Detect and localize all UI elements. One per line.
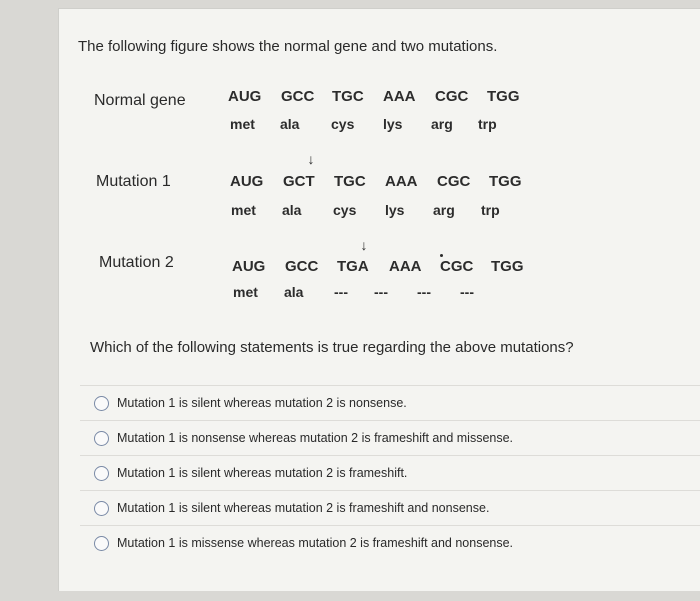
row-label-normal: Normal gene <box>94 92 186 109</box>
amino-acid: met <box>233 284 258 300</box>
codon: TGG <box>487 88 520 105</box>
codon: AUG <box>232 258 266 275</box>
codon: AUG <box>228 88 262 105</box>
answer-option-label: Mutation 1 is silent whereas mutation 2 is nonsense. <box>117 396 407 410</box>
amino-acid: ala <box>282 202 302 218</box>
amino-acid: cys <box>333 202 357 218</box>
codon: AUG <box>230 173 264 190</box>
mutation-arrow: ↓ <box>360 237 368 253</box>
amino-acid: ala <box>284 284 304 300</box>
amino-acid: trp <box>478 116 497 132</box>
amino-acid: lys <box>385 202 405 218</box>
codon: GCC <box>285 258 319 275</box>
insertion-dot <box>440 254 443 257</box>
answer-option[interactable] <box>80 455 700 490</box>
amino-acid: --- <box>417 284 431 300</box>
radio-button-icon[interactable] <box>94 501 109 516</box>
answer-option[interactable] <box>80 420 700 455</box>
codon: AAA <box>389 258 422 275</box>
answer-option[interactable] <box>80 490 700 525</box>
codon: AAA <box>385 173 418 190</box>
amino-acid: ala <box>280 116 300 132</box>
answer-option-label: Mutation 1 is silent whereas mutation 2 is frameshift and nonsense. <box>117 501 490 515</box>
codon: CGC <box>435 88 469 105</box>
amino-acid: --- <box>460 284 474 300</box>
amino-acid: lys <box>383 116 403 132</box>
amino-acid: arg <box>433 202 455 218</box>
radio-button-icon[interactable] <box>94 536 109 551</box>
row-label-mutation-2: Mutation 2 <box>99 254 174 271</box>
amino-acid: cys <box>331 116 355 132</box>
answer-option[interactable] <box>80 525 700 560</box>
answer-option-label: Mutation 1 is missense whereas mutation 2 is frameshift and nonsense. <box>117 536 514 550</box>
codon: GCT <box>283 173 315 190</box>
codon: TGA <box>337 258 369 275</box>
codon: TGC <box>334 173 366 190</box>
codon: TGG <box>491 258 524 275</box>
amino-acid: --- <box>334 284 348 300</box>
answer-option-label: Mutation 1 is silent whereas mutation 2 is frameshift. <box>117 466 408 480</box>
codon: CGC <box>440 258 474 275</box>
answer-option-label: Mutation 1 is nonsense whereas mutation 2 is frameshift and missense. <box>117 431 514 445</box>
row-label-mutation-1: Mutation 1 <box>96 173 171 190</box>
codon: CGC <box>437 173 471 190</box>
codon: TGG <box>489 173 522 190</box>
codon: AAA <box>383 88 416 105</box>
answer-option[interactable] <box>80 385 700 420</box>
amino-acid: arg <box>431 116 453 132</box>
question-intro: The following figure shows the normal gene and two mutations. <box>78 38 498 55</box>
radio-button-icon[interactable] <box>94 466 109 481</box>
mutation-arrow: ↓ <box>307 151 315 167</box>
amino-acid: met <box>231 202 256 218</box>
radio-button-icon[interactable] <box>94 396 109 411</box>
question-prompt: Which of the following statements is true regarding the above mutations? <box>90 339 574 356</box>
amino-acid: trp <box>481 202 500 218</box>
radio-button-icon[interactable] <box>94 431 109 446</box>
amino-acid: --- <box>374 284 388 300</box>
codon: GCC <box>281 88 315 105</box>
codon: TGC <box>332 88 364 105</box>
amino-acid: met <box>230 116 255 132</box>
